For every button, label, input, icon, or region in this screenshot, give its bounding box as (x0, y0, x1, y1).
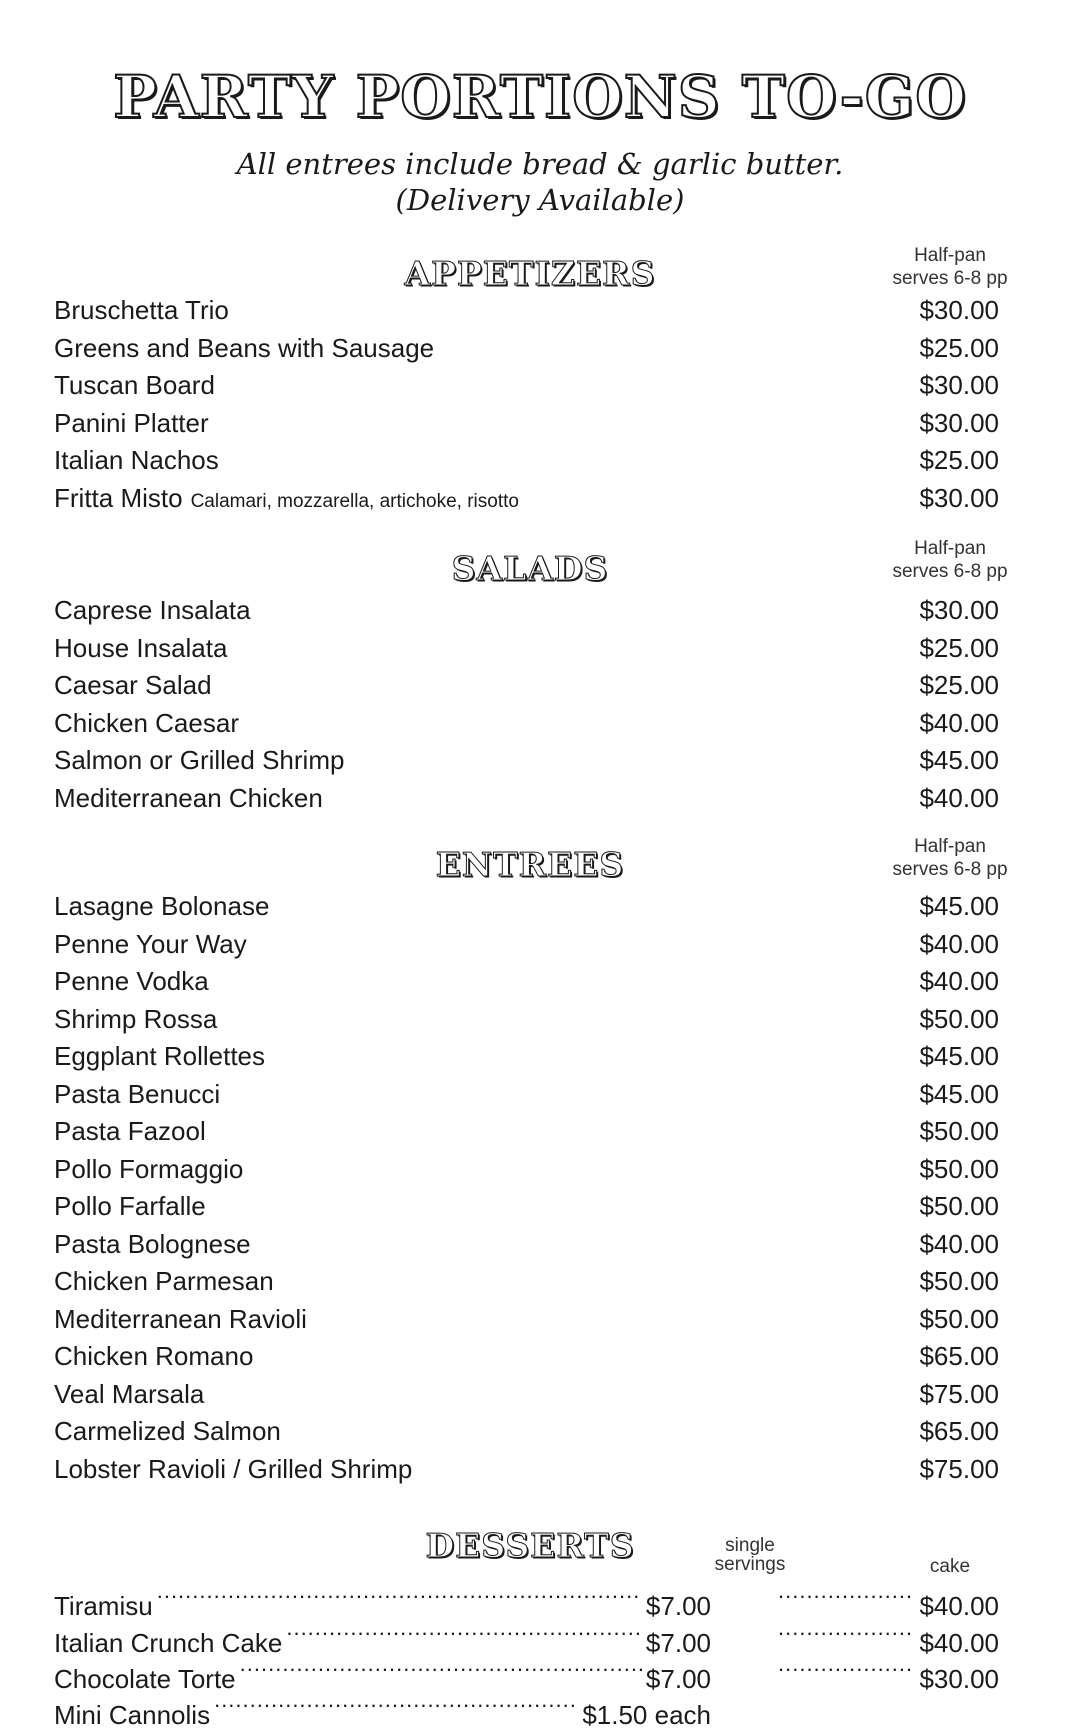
item-name: Tuscan Board (54, 370, 215, 400)
dot-leader (157, 1579, 642, 1615)
dessert-name: Tiramisu (54, 1591, 153, 1621)
item-price: $50.00 (919, 1154, 999, 1184)
desserts-col-cake: cake (929, 1556, 971, 1577)
dot-leader (240, 1652, 642, 1688)
menu-item (54, 1413, 999, 1449)
desserts-col-single-2: servings (714, 1554, 786, 1575)
item-name: Pasta Fazool (54, 1116, 206, 1146)
dessert-item (54, 1616, 999, 1658)
item-price: $40.00 (919, 1229, 999, 1259)
appetizers-col-head-1: Half-pan (914, 245, 986, 266)
dessert-cake-price: $30.00 (919, 1664, 999, 1694)
item-name: Italian Nachos (54, 445, 219, 475)
item-price: $45.00 (919, 1079, 999, 1109)
item-name: Fritta Misto (54, 483, 183, 513)
menu-item (54, 405, 999, 441)
menu-item (54, 705, 999, 741)
menu-item (54, 1301, 999, 1337)
item-price: $45.00 (919, 1041, 999, 1071)
menu-item (54, 1263, 999, 1299)
item-price: $50.00 (919, 1004, 999, 1034)
item-name: Bruschetta Trio (54, 295, 229, 325)
menu-item (54, 1113, 999, 1149)
dessert-single-price: $7.00 (645, 1591, 711, 1621)
item-price: $65.00 (919, 1416, 999, 1446)
dessert-item (54, 1688, 999, 1730)
menu-item (54, 1001, 999, 1037)
item-price: $40.00 (919, 783, 999, 813)
item-price: $40.00 (919, 966, 999, 996)
menu-item (54, 1338, 999, 1374)
menu-item (54, 592, 999, 628)
subtitle-delivery: (Delivery Available) (395, 183, 685, 217)
menu-item (54, 1451, 999, 1487)
item-price: $30.00 (919, 295, 999, 325)
item-price: $25.00 (919, 333, 999, 363)
dot-leader (778, 1616, 915, 1652)
dot-leader (778, 1652, 915, 1688)
item-name: Pasta Benucci (54, 1079, 221, 1109)
item-name: Penne Your Way (54, 929, 247, 959)
item-name: Penne Vodka (54, 966, 209, 996)
item-price: $75.00 (919, 1379, 999, 1409)
menu-item (54, 1151, 999, 1187)
item-price: $40.00 (919, 929, 999, 959)
item-name: Pollo Formaggio (54, 1154, 244, 1184)
item-name: Mediterranean Chicken (54, 783, 323, 813)
item-name: Greens and Beans with Sausage (54, 333, 435, 363)
menu-item (54, 630, 999, 666)
menu-item (54, 480, 999, 516)
item-name: Panini Platter (54, 408, 209, 438)
item-price: $30.00 (919, 370, 999, 400)
entrees-col-head-2: serves 6-8 pp (892, 859, 1008, 880)
item-price: $50.00 (919, 1116, 999, 1146)
item-price: $30.00 (919, 483, 999, 513)
dessert-name: Mini Cannolis (54, 1700, 211, 1730)
item-name: Chicken Parmesan (54, 1266, 274, 1296)
item-name: Carmelized Salmon (54, 1416, 281, 1446)
subtitle-bread: All entrees include bread & garlic butter. (236, 147, 844, 181)
item-price: $50.00 (919, 1191, 999, 1221)
menu-item (54, 1038, 999, 1074)
dessert-name: Italian Crunch Cake (54, 1628, 283, 1658)
appetizers-heading: APPETIZERS (404, 254, 656, 293)
item-name: Shrimp Rossa (54, 1004, 218, 1034)
dot-leader (286, 1616, 642, 1652)
item-name: Caprese Insalata (54, 595, 251, 625)
item-name: Eggplant Rollettes (54, 1041, 266, 1071)
menu-item (54, 926, 999, 962)
item-name: Chicken Romano (54, 1341, 254, 1371)
item-name: Mediterranean Ravioli (54, 1304, 307, 1334)
menu-item (54, 367, 999, 403)
item-price: $25.00 (919, 445, 999, 475)
item-price: $30.00 (919, 595, 999, 625)
menu-item (54, 1226, 999, 1262)
appetizers-col-head-2: serves 6-8 pp (892, 268, 1008, 289)
menu-item (54, 667, 999, 703)
item-name: Lobster Ravioli / Grilled Shrimp (54, 1454, 413, 1484)
dessert-cake-price: $40.00 (919, 1591, 999, 1621)
dot-leader (778, 1579, 915, 1615)
menu-item (54, 1076, 999, 1112)
item-name: Chicken Caesar (54, 708, 239, 738)
salads-col-head-2: serves 6-8 pp (892, 561, 1008, 582)
menu-item (54, 442, 999, 478)
desserts-heading: DESSERTS (425, 1526, 635, 1565)
salads-heading: SALADS (451, 549, 609, 588)
item-name: Lasagne Bolonase (54, 891, 270, 921)
entrees-col-head-1: Half-pan (914, 836, 986, 857)
dessert-cake-price: $40.00 (919, 1628, 999, 1658)
salads-col-head-1: Half-pan (914, 538, 986, 559)
page-title: PARTY PORTIONS TO-GO (113, 63, 967, 131)
item-price: $50.00 (919, 1304, 999, 1334)
item-price: $25.00 (919, 633, 999, 663)
dessert-single-price: $7.00 (645, 1628, 711, 1658)
menu-item (54, 330, 999, 366)
item-price: $30.00 (919, 408, 999, 438)
item-name: Pollo Farfalle (54, 1191, 206, 1221)
dot-leader (214, 1688, 578, 1724)
dessert-item (54, 1579, 999, 1621)
menu-item (54, 1188, 999, 1224)
item-name: Salmon or Grilled Shrimp (54, 745, 345, 775)
dessert-name: Chocolate Torte (54, 1664, 236, 1694)
menu-item (54, 888, 999, 924)
item-price: $40.00 (919, 708, 999, 738)
item-price: $50.00 (919, 1266, 999, 1296)
menu-item (54, 780, 999, 816)
dessert-item (54, 1652, 999, 1694)
dessert-single-price: $7.00 (645, 1664, 711, 1694)
item-name: Pasta Bolognese (54, 1229, 251, 1259)
item-price: $45.00 (919, 891, 999, 921)
menu-item (54, 742, 999, 778)
item-name: Veal Marsala (54, 1379, 205, 1409)
item-price: $25.00 (919, 670, 999, 700)
entrees-heading: ENTREES (435, 845, 625, 884)
item-name: House Insalata (54, 633, 228, 663)
menu-item (54, 963, 999, 999)
item-price: $45.00 (919, 745, 999, 775)
menu-item (54, 1376, 999, 1412)
item-name: Caesar Salad (54, 670, 212, 700)
item-price: $65.00 (919, 1341, 999, 1371)
desserts-col-single-1: single (725, 1535, 775, 1556)
item-price: $75.00 (919, 1454, 999, 1484)
menu-item (54, 292, 999, 328)
item-note: Calamari, mozzarella, artichoke, risotto (190, 491, 519, 512)
dessert-single-price: $1.50 each (582, 1700, 711, 1730)
